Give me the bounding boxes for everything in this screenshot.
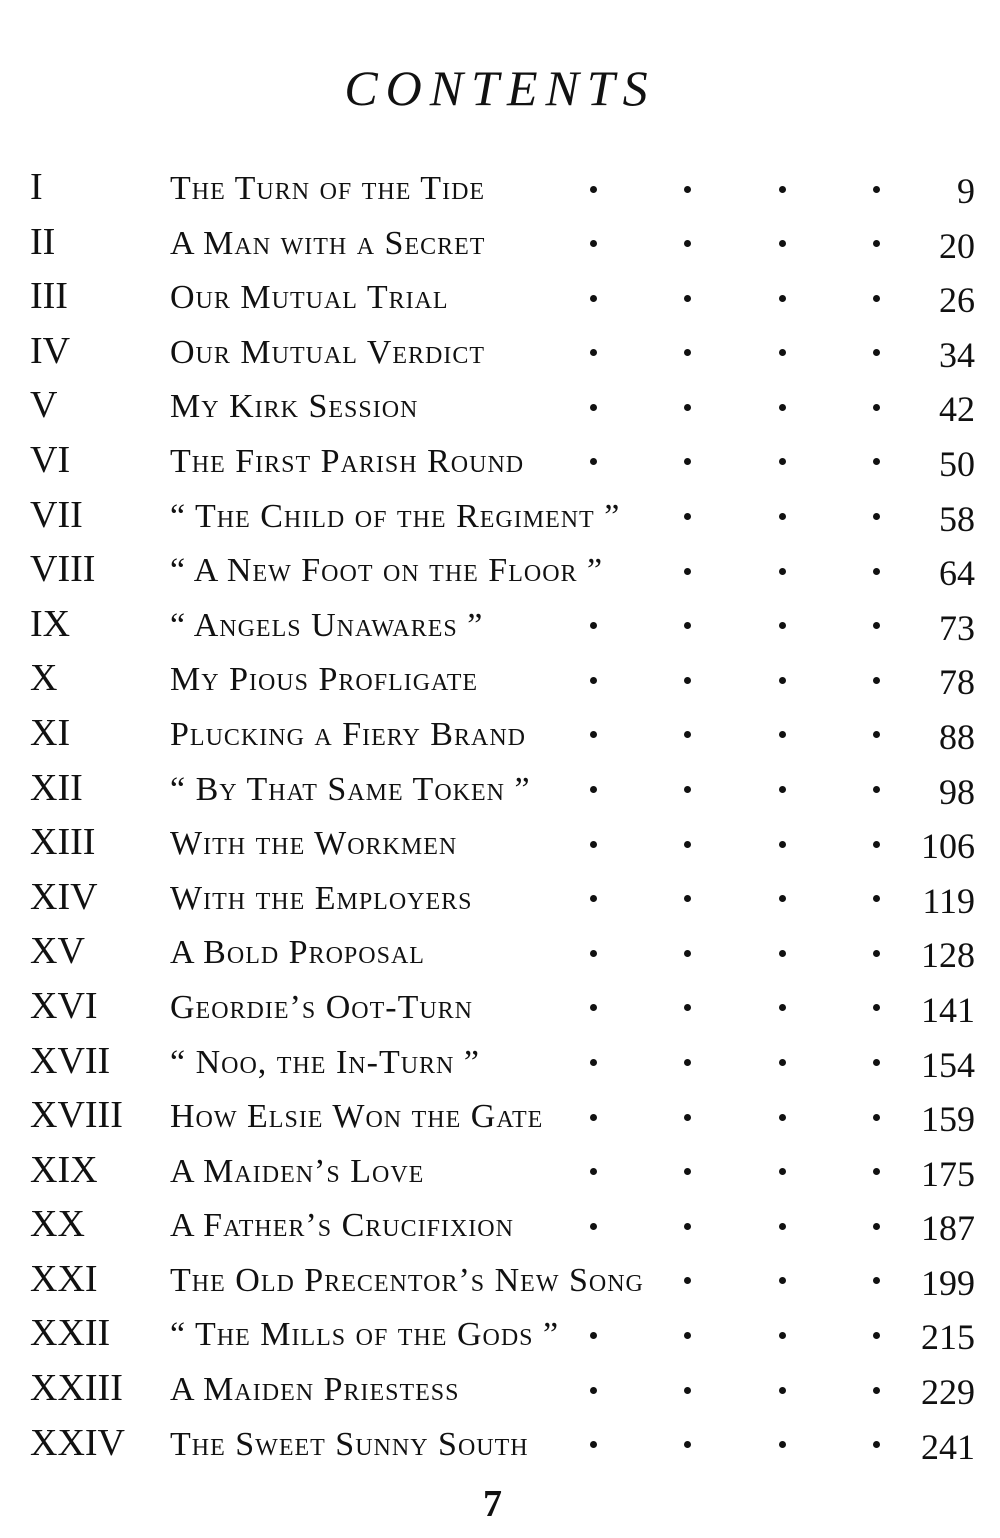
dot-leader xyxy=(590,892,880,906)
toc-entry xyxy=(30,870,975,925)
leader-dot xyxy=(873,1114,880,1121)
chapter-page-number: 98 xyxy=(939,771,975,812)
leader-dot xyxy=(779,1332,786,1339)
table-of-contents xyxy=(30,160,975,1470)
leader-dot xyxy=(684,349,691,356)
chapter-page-number: 78 xyxy=(939,662,975,703)
leader-dot xyxy=(779,1441,786,1448)
leader-dot xyxy=(873,622,880,629)
toc-entry xyxy=(30,1306,975,1361)
chapter-title: “ The Child of the Regiment ” xyxy=(170,497,621,535)
leader-dot xyxy=(779,404,786,411)
chapter-number: V xyxy=(30,384,58,427)
chapter-number: XXIV xyxy=(30,1421,125,1464)
toc-entry xyxy=(30,706,975,761)
leader-dot xyxy=(590,841,597,848)
chapter-number: XIII xyxy=(30,821,96,864)
chapter-title: A Man with a Secret xyxy=(170,224,486,262)
leader-dot xyxy=(684,677,691,684)
leader-dot xyxy=(873,513,880,520)
leader-dot xyxy=(779,1059,786,1066)
toc-entry xyxy=(30,488,975,543)
leader-dot xyxy=(779,622,786,629)
chapter-title: Plucking a Fiery Brand xyxy=(170,715,526,753)
dot-leader xyxy=(590,673,880,687)
leader-dot xyxy=(873,841,880,848)
chapter-page-number: 26 xyxy=(939,280,975,321)
dot-leader xyxy=(590,510,880,524)
chapter-title: “ Noo, the In-Turn ” xyxy=(170,1043,480,1081)
leader-dot xyxy=(590,786,597,793)
leader-dot xyxy=(684,1114,691,1121)
chapter-page-number: 9 xyxy=(957,171,975,211)
leader-dot xyxy=(684,1277,691,1284)
chapter-page-number: 73 xyxy=(939,607,975,648)
leader-dot xyxy=(779,841,786,848)
toc-entry xyxy=(30,324,975,379)
dot-leader xyxy=(590,1165,880,1179)
chapter-number: XX xyxy=(30,1203,85,1246)
chapter-title: A Maiden’s Love xyxy=(170,1152,425,1190)
leader-dot xyxy=(779,186,786,193)
toc-entry xyxy=(30,597,975,652)
leader-dot xyxy=(590,1114,597,1121)
chapter-page-number: 88 xyxy=(939,716,975,757)
leader-dot xyxy=(779,677,786,684)
chapter-title: My Pious Profligate xyxy=(170,661,479,699)
leader-dot xyxy=(779,458,786,465)
leader-dot xyxy=(873,458,880,465)
leader-dot xyxy=(779,1114,786,1121)
leader-dot xyxy=(590,458,597,465)
dot-leader xyxy=(590,346,880,360)
chapter-title: A Maiden Priestess xyxy=(170,1371,460,1409)
toc-entry xyxy=(30,651,975,706)
leader-dot xyxy=(590,1004,597,1011)
chapter-number: XVIII xyxy=(30,1094,123,1137)
leader-dot xyxy=(590,404,597,411)
chapter-number: VI xyxy=(30,438,71,481)
chapter-page-number: 20 xyxy=(939,225,975,266)
leader-dot xyxy=(779,786,786,793)
dot-leader xyxy=(590,1110,880,1124)
dot-leader xyxy=(590,1219,880,1233)
toc-entry xyxy=(30,815,975,870)
leader-dot xyxy=(590,240,597,247)
chapter-page-number: 128 xyxy=(921,935,975,976)
dot-leader xyxy=(590,837,880,851)
chapter-page-number: 119 xyxy=(922,880,975,921)
leader-dot xyxy=(779,731,786,738)
toc-entry xyxy=(30,1034,975,1089)
leader-dot xyxy=(873,1168,880,1175)
toc-entry xyxy=(30,1143,975,1198)
toc-entry xyxy=(30,215,975,270)
toc-entry xyxy=(30,269,975,324)
chapter-title: “ The Mills of the Gods ” xyxy=(170,1316,560,1354)
leader-dot xyxy=(779,1223,786,1230)
toc-entry xyxy=(30,1361,975,1416)
leader-dot xyxy=(873,1387,880,1394)
dot-leader xyxy=(590,728,880,742)
leader-dot xyxy=(684,1059,691,1066)
chapter-title: Our Mutual Verdict xyxy=(170,333,486,371)
chapter-title: “ A New Foot on the Floor ” xyxy=(170,552,604,590)
toc-entry xyxy=(30,924,975,979)
dot-leader xyxy=(590,1056,880,1070)
leader-dot xyxy=(590,1387,597,1394)
leader-dot xyxy=(684,731,691,738)
leader-dot xyxy=(684,786,691,793)
leader-dot xyxy=(684,240,691,247)
toc-entry xyxy=(30,1088,975,1143)
leader-dot xyxy=(684,622,691,629)
dot-leader xyxy=(590,291,880,305)
leader-dot xyxy=(873,1441,880,1448)
chapter-number: XII xyxy=(30,766,83,809)
chapter-page-number: 50 xyxy=(939,443,975,484)
leader-dot xyxy=(684,186,691,193)
chapter-number: XVI xyxy=(30,984,98,1027)
leader-dot xyxy=(684,1168,691,1175)
chapter-page-number: 229 xyxy=(921,1372,975,1413)
leader-dot xyxy=(779,1168,786,1175)
leader-dot xyxy=(684,1223,691,1230)
chapter-number: XV xyxy=(30,930,85,973)
chapter-page-number: 58 xyxy=(939,498,975,539)
dot-leader xyxy=(590,1383,880,1397)
chapter-page-number: 187 xyxy=(921,1208,975,1249)
leader-dot xyxy=(779,1387,786,1394)
chapter-number: XXII xyxy=(30,1312,111,1355)
toc-entry xyxy=(30,979,975,1034)
chapter-page-number: 42 xyxy=(939,389,975,430)
chapter-number: VIII xyxy=(30,548,96,591)
leader-dot xyxy=(590,731,597,738)
chapter-title: The Turn of the Tide xyxy=(170,170,486,207)
leader-dot xyxy=(779,1277,786,1284)
leader-dot xyxy=(873,950,880,957)
chapter-title: A Bold Proposal xyxy=(170,934,425,972)
leader-dot xyxy=(590,895,597,902)
chapter-title: My Kirk Session xyxy=(170,388,419,426)
toc-entry xyxy=(30,378,975,433)
chapter-number: XXI xyxy=(30,1257,98,1300)
chapter-title: Our Mutual Trial xyxy=(170,279,449,317)
leader-dot xyxy=(873,1223,880,1230)
chapter-number: XXIII xyxy=(30,1367,123,1410)
leader-dot xyxy=(684,1004,691,1011)
chapter-title: How Elsie Won the Gate xyxy=(170,1098,544,1136)
chapter-number: XIX xyxy=(30,1148,98,1191)
leader-dot xyxy=(684,404,691,411)
chapter-number: II xyxy=(30,220,56,263)
leader-dot xyxy=(873,1059,880,1066)
chapter-page-number: 64 xyxy=(939,553,975,594)
toc-entry xyxy=(30,160,975,215)
dot-leader xyxy=(590,237,880,251)
chapter-number: IX xyxy=(30,602,71,645)
chapter-page-number: 106 xyxy=(921,826,975,867)
leader-dot xyxy=(779,240,786,247)
chapter-title: With the Employers xyxy=(170,879,473,917)
dot-leader xyxy=(590,783,880,797)
chapter-number: XIV xyxy=(30,875,98,918)
chapter-number: IV xyxy=(30,329,71,372)
leader-dot xyxy=(590,677,597,684)
chapter-title: The Old Precentor’s New Song xyxy=(170,1261,644,1299)
dot-leader xyxy=(590,1438,880,1452)
leader-dot xyxy=(873,1277,880,1284)
chapter-page-number: 159 xyxy=(921,1099,975,1140)
chapter-page-number: 154 xyxy=(921,1044,975,1085)
dot-leader xyxy=(590,946,880,960)
toc-entry xyxy=(30,1252,975,1307)
chapter-page-number: 215 xyxy=(921,1317,975,1358)
leader-dot xyxy=(779,295,786,302)
leader-dot xyxy=(873,240,880,247)
leader-dot xyxy=(873,677,880,684)
leader-dot xyxy=(590,295,597,302)
leader-dot xyxy=(873,1332,880,1339)
chapter-title: The First Parish Round xyxy=(170,442,525,480)
chapter-title: “ Angels Unawares ” xyxy=(170,606,484,644)
dot-leader xyxy=(590,182,880,196)
toc-entry xyxy=(30,761,975,816)
dot-leader xyxy=(590,1001,880,1015)
leader-dot xyxy=(684,1332,691,1339)
leader-dot xyxy=(684,458,691,465)
toc-entry xyxy=(30,433,975,488)
dot-leader xyxy=(590,400,880,414)
leader-dot xyxy=(590,1059,597,1066)
leader-dot xyxy=(873,895,880,902)
toc-entry xyxy=(30,1197,975,1252)
leader-dot xyxy=(779,568,786,575)
leader-dot xyxy=(779,1004,786,1011)
leader-dot xyxy=(590,1441,597,1448)
leader-dot xyxy=(779,950,786,957)
leader-dot xyxy=(590,1168,597,1175)
leader-dot xyxy=(873,295,880,302)
chapter-title: With the Workmen xyxy=(170,825,458,863)
leader-dot xyxy=(779,895,786,902)
dot-leader xyxy=(590,455,880,469)
leader-dot xyxy=(590,1223,597,1230)
leader-dot xyxy=(873,568,880,575)
leader-dot xyxy=(590,622,597,629)
chapter-title: “ By That Same Token ” xyxy=(170,770,531,808)
leader-dot xyxy=(684,841,691,848)
leader-dot xyxy=(684,568,691,575)
leader-dot xyxy=(873,186,880,193)
leader-dot xyxy=(590,1332,597,1339)
chapter-title: Geordie’s Oot-Turn xyxy=(170,988,474,1026)
dot-leader xyxy=(590,619,880,633)
chapter-page-number: 199 xyxy=(921,1262,975,1303)
chapter-number: XI xyxy=(30,711,71,754)
chapter-number: XVII xyxy=(30,1039,111,1082)
leader-dot xyxy=(684,513,691,520)
chapter-title: A Father’s Crucifixion xyxy=(170,1207,514,1245)
chapter-number: X xyxy=(30,657,58,700)
leader-dot xyxy=(779,349,786,356)
chapter-title: The Sweet Sunny South xyxy=(170,1425,529,1463)
chapter-page-number: 141 xyxy=(921,989,975,1030)
toc-entry xyxy=(30,1416,975,1471)
dot-leader xyxy=(590,1328,880,1342)
chapter-page-number: 175 xyxy=(921,1153,975,1194)
leader-dot xyxy=(590,186,597,193)
leader-dot xyxy=(873,731,880,738)
leader-dot xyxy=(684,895,691,902)
leader-dot xyxy=(873,1004,880,1011)
leader-dot xyxy=(873,349,880,356)
leader-dot xyxy=(779,513,786,520)
leader-dot xyxy=(873,404,880,411)
leader-dot xyxy=(684,1441,691,1448)
leader-dot xyxy=(684,1387,691,1394)
dot-leader xyxy=(590,1274,880,1288)
chapter-page-number: 34 xyxy=(939,334,975,375)
chapter-page-number: 241 xyxy=(921,1426,975,1467)
leader-dot xyxy=(684,295,691,302)
leader-dot xyxy=(590,950,597,957)
leader-dot xyxy=(684,950,691,957)
chapter-number: III xyxy=(30,275,68,318)
page-title: CONTENTS xyxy=(344,60,656,116)
leader-dot xyxy=(873,786,880,793)
dot-leader xyxy=(590,564,880,578)
chapter-number: I xyxy=(30,166,43,208)
leader-dot xyxy=(590,349,597,356)
toc-entry xyxy=(30,542,975,597)
chapter-number: VII xyxy=(30,493,83,536)
page-number: 7 xyxy=(483,1483,502,1525)
